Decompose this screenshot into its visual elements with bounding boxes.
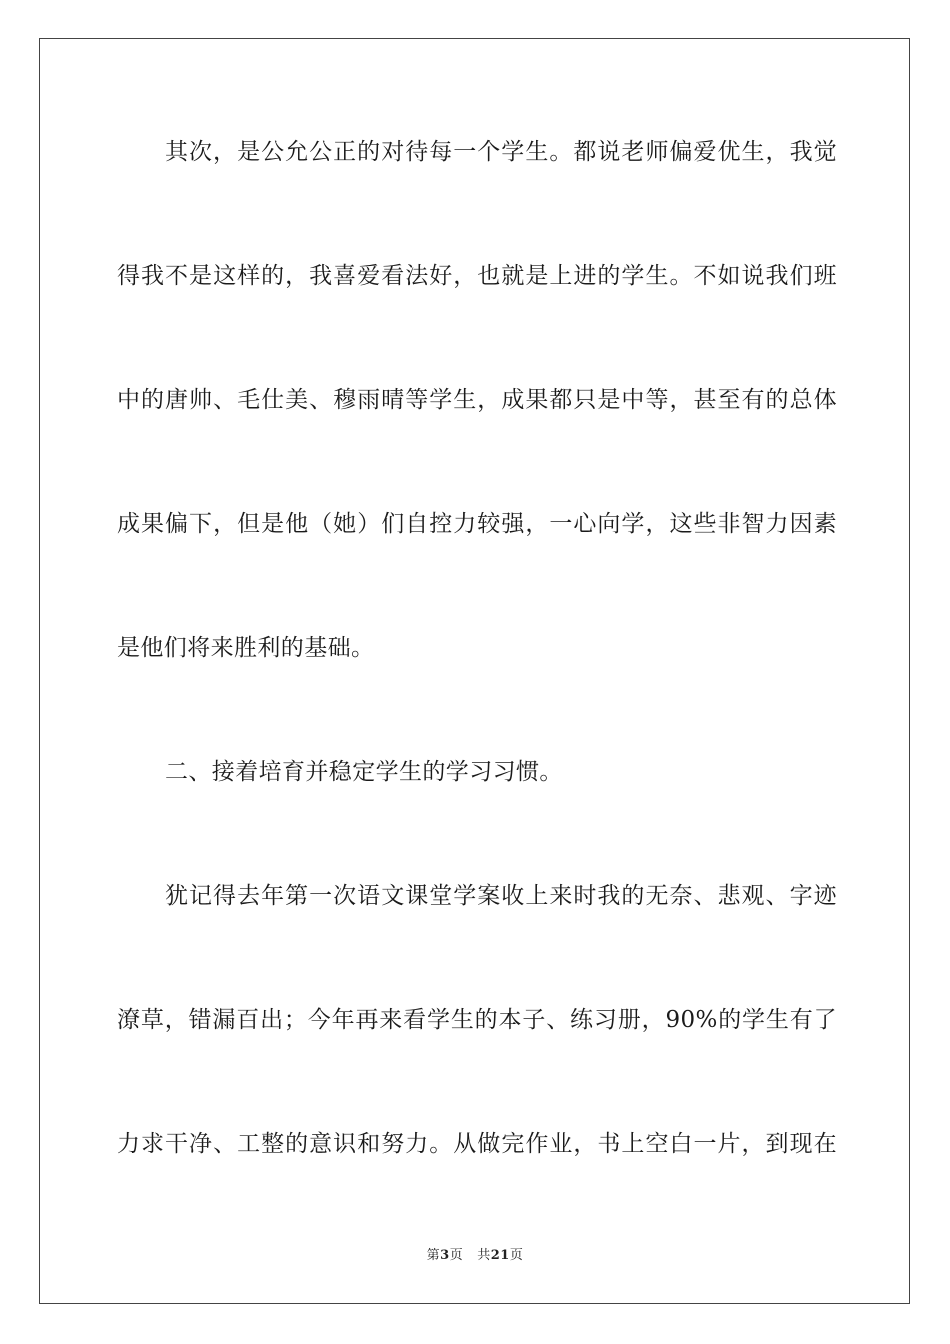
paragraph-line-5: 是他们将来胜利的基础。 [117, 635, 375, 661]
total-suffix: 页 [509, 1248, 524, 1263]
paragraph-line-1: 其次，是公允公正的对待每一个学生。都说老师偏爱优生，我觉 [165, 139, 837, 165]
total-prefix: 共 [477, 1248, 491, 1263]
page-number: 3 [440, 1248, 450, 1263]
paragraph-line-4: 成果偏下，但是他（她）们自控力较强，一心向学，这些非智力因素 [117, 511, 837, 537]
paragraph-line-3: 中的唐帅、毛仕美、穆雨晴等学生，成果都只是中等，甚至有的总体 [117, 387, 837, 413]
page-suffix: 页 [449, 1248, 464, 1263]
paragraph-line-8: 力求干净、工整的意识和努力。从做完作业，书上空白一片，到现在 [117, 1131, 837, 1157]
section-heading: 二、接着培育并稳定学生的学习习惯。 [165, 759, 563, 785]
page-footer [0, 1247, 950, 1265]
page-prefix: 第 [426, 1248, 441, 1263]
paragraph-line-6: 犹记得去年第一次语文课堂学案收上来时我的无奈、悲观、字迹 [165, 883, 837, 909]
paragraph-line-7: 潦草，错漏百出；今年再来看学生的本子、练习册，90%的学生有了 [117, 1007, 837, 1033]
paragraph-line-2: 得我不是这样的，我喜爱看法好，也就是上进的学生。不如说我们班 [117, 263, 837, 289]
total-pages: 21 [490, 1248, 510, 1263]
page-border [39, 38, 910, 1304]
